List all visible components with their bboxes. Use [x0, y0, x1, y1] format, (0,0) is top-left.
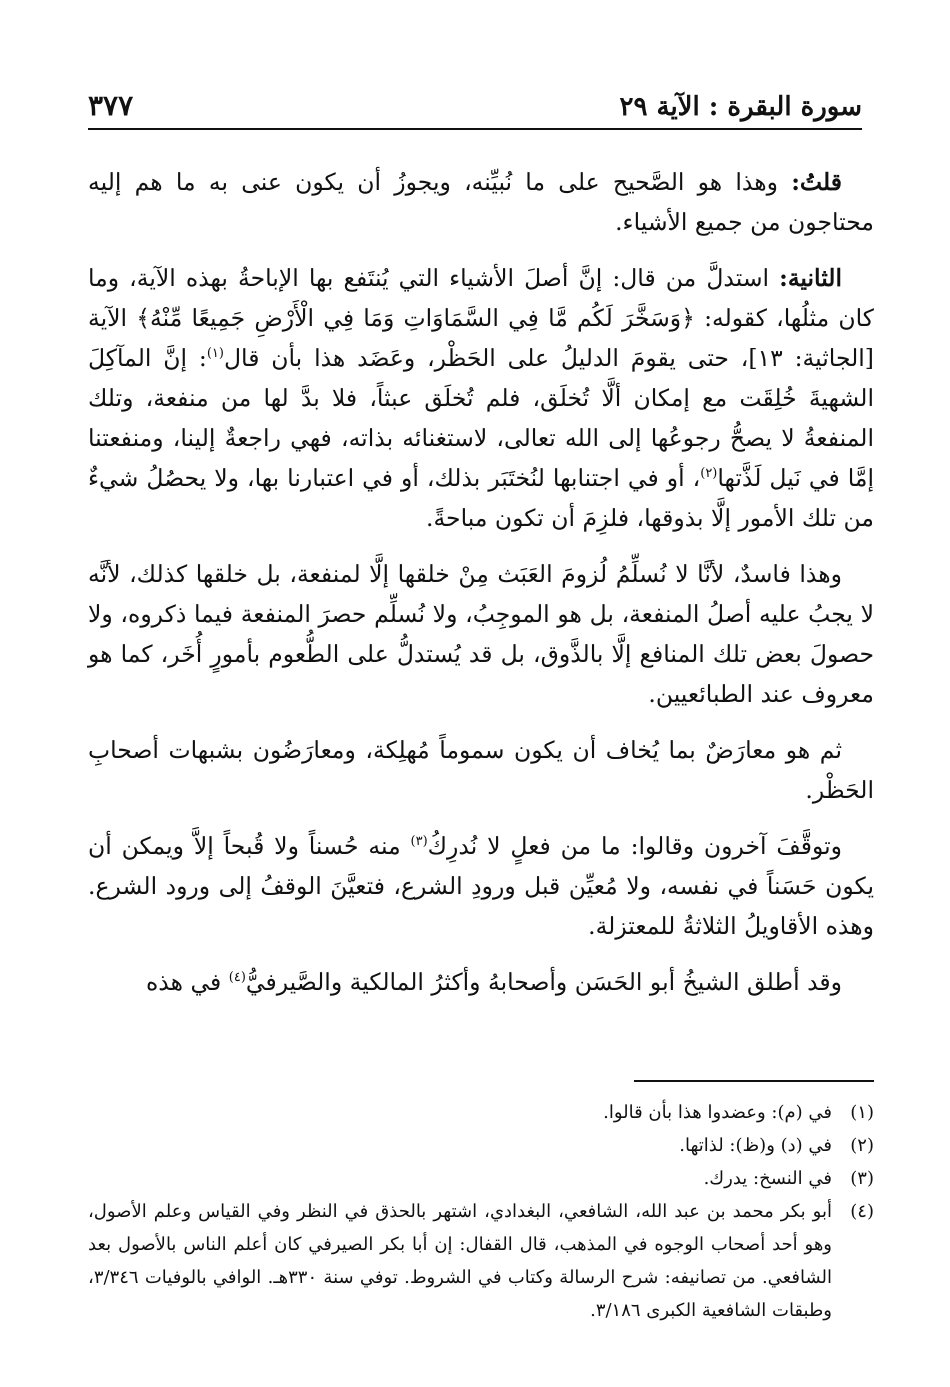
paragraph-2-text-c: ، أو في اجتنابها لنُختَبَر بذلك، أو في اعتبارنا بها، ولا يحصُلُ شيءٌ من تلك الأمور إلَّا بذوقها، فلزِمَ أن تكون مباحةً. [88, 464, 874, 532]
footnote-ref-2: (٢) [700, 466, 718, 482]
paragraph-2-text-a: استدلَّ من قال: إنَّ أصلَ الأشياء التي يُنتَفع بها الإباحةُ بهذه الآية، وما كان مثلُها، كقوله: ﴿وَسَخَّرَ لَكُم مَّا فِي السَّمَاوَاتِ وَمَا فِي الْأَرْضِ جَمِيعًا مِّنْهُ﴾ الآية [الجاثية: ١٣]، حتى يقومَ الدليلُ على الحَظْر، وعَضَد هذا بأن قال [88, 264, 874, 372]
running-header [88, 80, 862, 130]
paragraph-2 [88, 258, 874, 538]
footnote-2 [88, 1129, 874, 1162]
footnote-number: (١) [850, 1102, 874, 1123]
paragraph-1-text: وهذا هو الصَّحيح على ما نُبيِّنه، ويجوزُ أن يكون عنى به ما هم إليه محتاجون من جميع الأشياء. [88, 168, 874, 236]
page-number: ٣٧٧ [88, 89, 134, 122]
footnote-ref-4: (٤) [228, 970, 246, 986]
footnote-number: (٢) [850, 1135, 874, 1156]
paragraph-1-lead: قلتُ: [791, 168, 842, 196]
paragraph-2-text-b: : إنَّ المآكِلَ الشهيةَ خُلِقَت مع إمكان ألَّا تُخلَق، فلم تُخلَق عبثاً، فلا بدَّ لها من منفعة، وتلك المنفعةُ لا يصحُّ رجوعُها إلى الله تعالى، لاستغنائه بذاته، فهي راجعةٌ إلينا، ومنفعتنا إمَّا في نَيل لَذَّتها [88, 344, 875, 492]
footnote-ref-3: (٣) [410, 834, 428, 850]
footnote-text: في (د) و(ظ): لذاتها. [679, 1135, 832, 1156]
footnote-text: في (م): وعضدوا هذا بأن قالوا. [603, 1102, 832, 1123]
footnote-text: في النسخ: يدرك. [703, 1168, 832, 1189]
surah-title: سورة البقرة : الآية ٢٩ [619, 92, 862, 122]
paragraph-4: ثم هو معارَضٌ بما يُخاف أن يكون سموماً مُهلِكة، ومعارَضُون بشبهات أصحابِ الحَظْر. [88, 736, 874, 804]
footnote-number: (٣) [850, 1168, 874, 1189]
paragraph-6 [88, 962, 874, 1002]
footnote-separator [634, 1080, 874, 1082]
footnote-3 [88, 1162, 874, 1195]
paragraph-5-text-a: وتوقَّفَ آخرون وقالوا: ما من فعلٍ لا نُدرِكُ [427, 832, 842, 860]
footnote-text: أبو بكر محمد بن عبد الله، الشافعي، البغدادي، اشتهر بالحذق في النظر وفي القياس وعلم الأصول، وهو أحد أصحاب الوجوه في المذهب، قال القفال: إن أبا بكر الصيرفي كان أعلم الناس بالأصول بعد الشافعي. من تصانيفه: شرح الرسالة وكتاب في الشروط. توفي سنة ٣٣٠هـ. الوافي بالوفيات ٣/٣٤٦، وطبقات الشافعية الكبرى ٣/١٨٦. [88, 1201, 833, 1321]
paragraph-2-lead: الثانية: [779, 264, 842, 292]
footnote-number: (٤) [850, 1201, 874, 1222]
paragraph-6-text-b: في هذه [145, 968, 229, 996]
main-text [88, 162, 874, 1018]
paragraph-1 [88, 162, 874, 242]
footnote-ref-1: (١) [206, 346, 224, 362]
footnote-1 [88, 1096, 874, 1129]
paragraph-6-text-a: وقد أطلق الشيخُ أبو الحَسَن وأصحابهُ وأكثرُ المالكية والصَّيرفيُّ [245, 968, 842, 996]
paragraph-5 [88, 826, 874, 946]
paragraph-5-text-b: منه حُسناً ولا قُبحاً إلاَّ ويمكن أن يكون حَسَناً في نفسه، ولا مُعيِّن قبل ورودِ الشرع، فتعيَّنَ الوقفُ إلى ورود الشرع. وهذه الأقاويلُ الثلاثةُ للمعتزلة. [88, 832, 874, 940]
paragraph-3: وهذا فاسدٌ، لأنَّا لا نُسلِّمُ لُزومَ العَبَث مِنْ خلقها إلَّا لمنفعة، بل خلقها كذلك، لأنَّه لا يجبُ عليه أصلُ المنفعة، بل هو الموجِبُ، ولا نُسلِّم حصرَ المنفعة فيما ذكروه، ولا حصولَ بعض تلك المنافع إلَّا بالذَّوق، بل قد يُستدلُّ على الطُّعوم بأمورٍ أُخَر، كما هو معروف عند الطبائعيين. [88, 560, 874, 708]
footnote-4 [88, 1195, 874, 1327]
footnotes [88, 1096, 874, 1327]
